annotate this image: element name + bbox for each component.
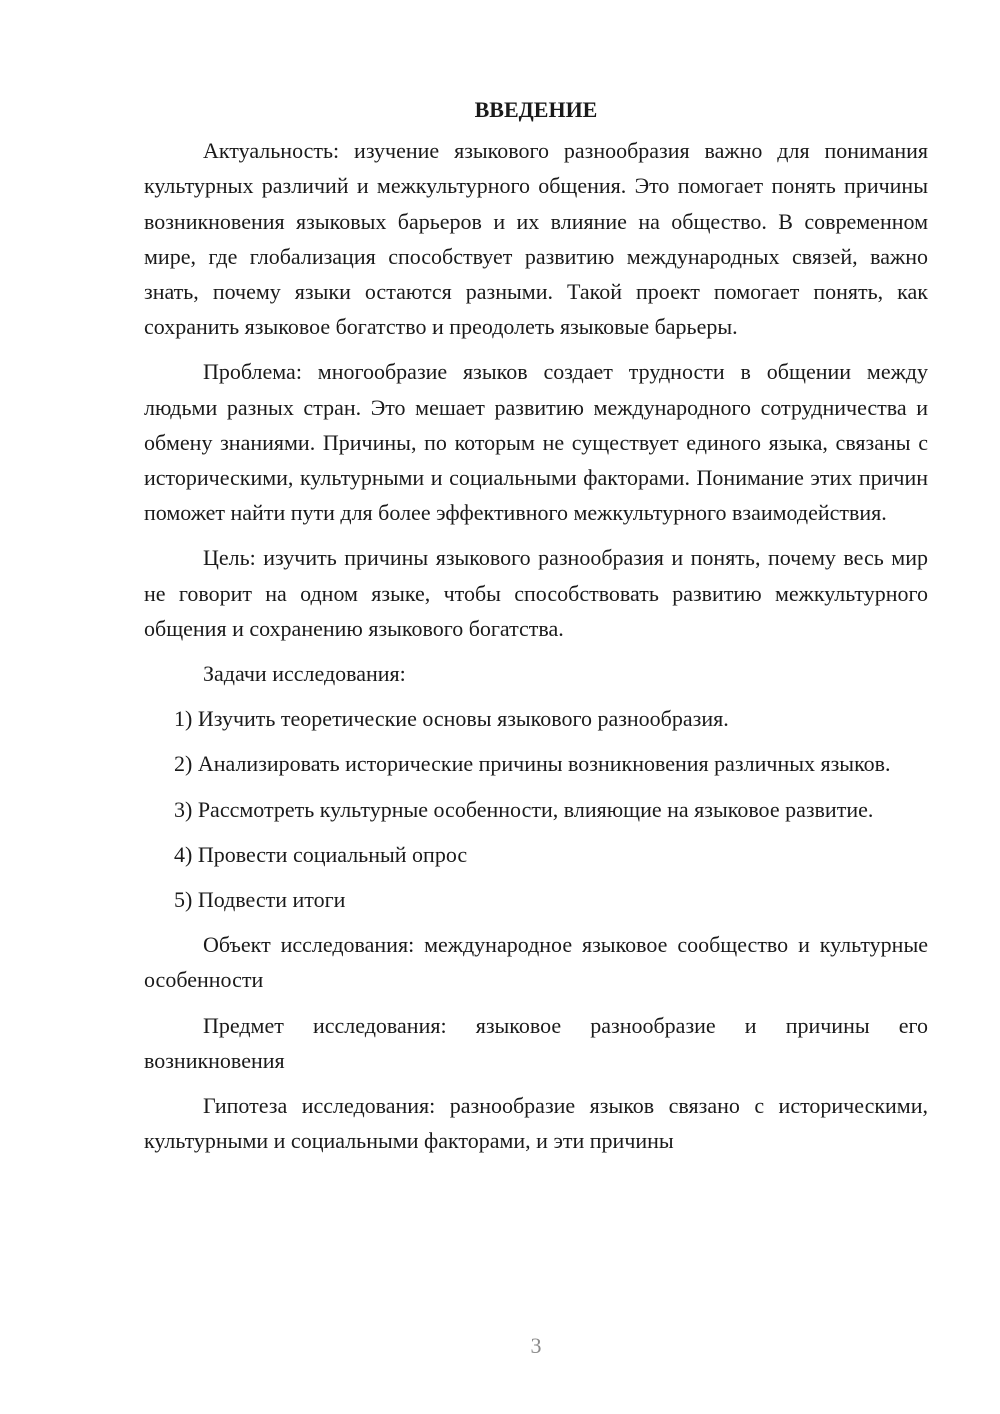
paragraph-goal: Цель: изучить причины языкового разнообразия и понять, почему весь мир не говорит на одном языке, чтобы способствовать развитию межкультурного общения и сохранению языкового богатства.	[144, 545, 928, 641]
page-body	[144, 92, 928, 1168]
page-title: ВВЕДЕНИЕ	[474, 97, 598, 122]
task-item-4: 4) Провести социальный опрос	[174, 841, 468, 867]
task-item-3: 3) Рассмотреть культурные особенности, влияющие на языковое развитие.	[174, 796, 874, 822]
tasks-title: Задачи исследования:	[203, 661, 406, 687]
page-number: 3	[530, 1333, 542, 1358]
paragraph-object: Объект исследования: международное языковое сообщество и культурные особенности	[144, 932, 928, 993]
task-item-1: 1) Изучить теоретические основы языкового разнообразия.	[174, 706, 729, 732]
paragraph-hypothesis: Гипотеза исследования: разнообразие языков связано с историческими, культурными и социальными факторами, и эти причины	[144, 1093, 928, 1154]
paragraph-subject: Предмет исследования: языковое разнообразие и причины его возникновения	[144, 1012, 928, 1073]
task-item-5: 5) Подвести итоги	[174, 887, 346, 913]
paragraph-problem: Проблема: многообразие языков создает трудности в общении между людьми разных стран. Это мешает развитию международного сотрудничества и обмену знаниями. Причины, по которым не существует единого языка, связаны с историческими, культурными и социальными факторами. Понимание этих причин поможет найти пути для более эффективного межкультурного взаимодействия.	[144, 359, 928, 526]
paragraph-relevance: Актуальность: изучение языкового разнообразия важно для понимания культурных различий и межкультурного общения. Это помогает понять причины возникновения языковых барьеров и их влияние на общество. В современном мире, где глобализация способствует развитию международных связей, важно знать, почему языки остаются разными. Такой проект помогает понять, как сохранить языковое богатство и преодолеть языковые барьеры.	[144, 138, 928, 340]
task-item-2: 2) Анализировать исторические причины возникновения различных языков.	[174, 751, 891, 777]
